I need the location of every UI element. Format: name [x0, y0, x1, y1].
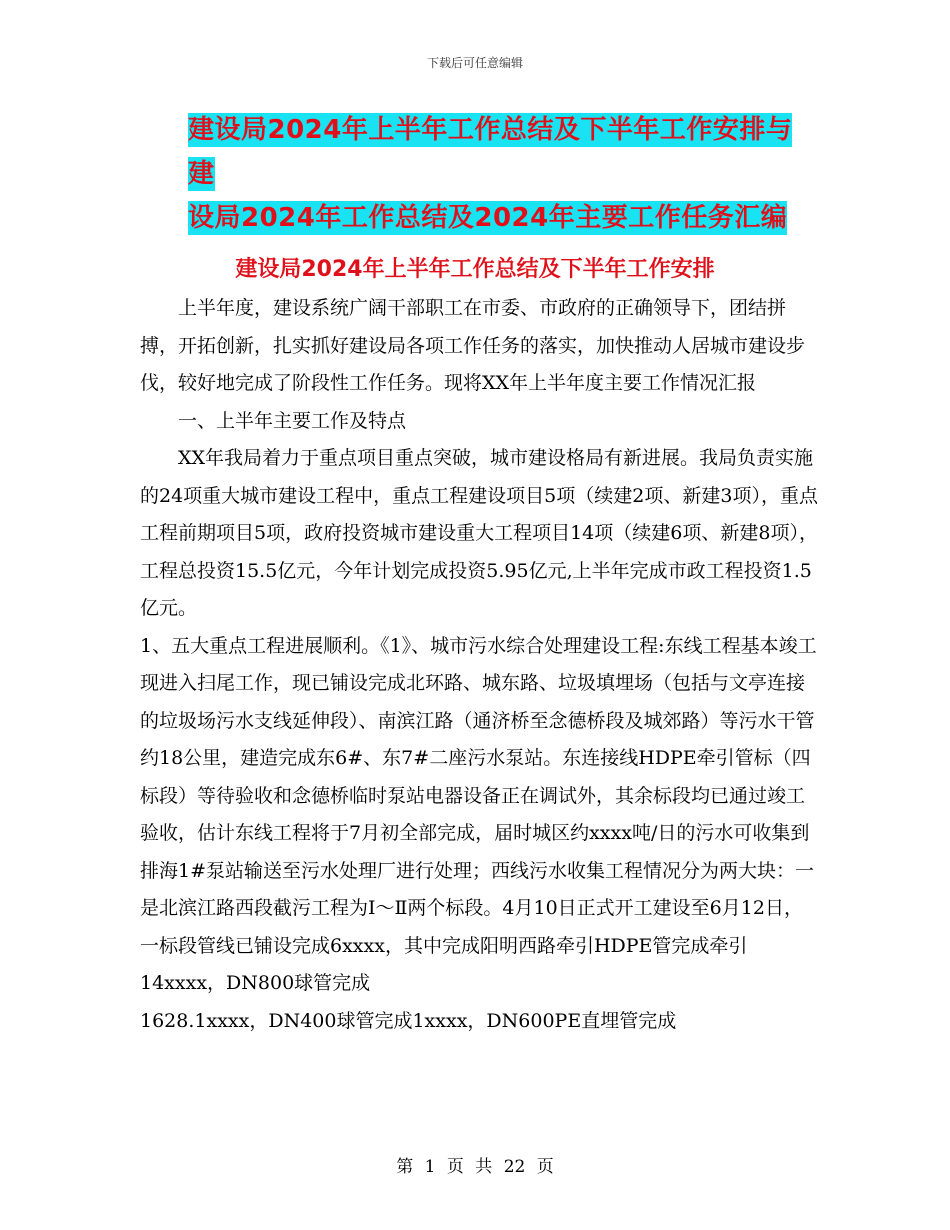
paragraph-intro: 上半年度，建设系统广阔干部职工在市委、市政府的正确领导下，团结拼搏，开拓创新，扎实抓好建设局各项工作任务的落实，加快推动人居城市建设步伐，较好地完成了阶段性工作任务。现将XX年上半年度主要工作情况汇报: [140, 297, 806, 394]
paragraph-continuation: 1628.1xxxx，DN400球管完成1xxxx，DN600PE直埋管完成: [140, 1009, 677, 1032]
paragraph-key-projects: 1、五大重点工程进展顺利。《1》、城市污水综合处理建设工程:东线工程基本竣工现进入扫尾工作，现已铺设完成北环路、城东路、垃圾填埋场（包括与文亭连接的垃圾场污水支线延伸段）、南滨江路（通济桥至念德桥段及城郊路）等污水干管约18公里，建造完成东6#、东7#二座污水泵站。东连接线HDPE牵引管标（四标段）等待验收和念德桥临时泵站电器设备正在调试外，其余标段均已通过竣工验收，估计东线工程将于7月初全部完成，届时城区约xxxx吨/日的污水可收集到排海1#泵站输送至污水处理厂进行处理；西线污水收集工程情况分为两大块：一是北滨江路西段截污工程为Ⅰ～Ⅱ两个标段。4月10日正式开工建设至6月12日，一标段管线已铺设完成6xxxx，其中完成阳明西路牵引HDPE管完成牵引14xxxx，DN800球管完成: [140, 634, 817, 994]
title-line-1: 建设局2024年上半年工作总结及下半年工作安排与建: [188, 115, 793, 189]
section-title: 建设局2024年上半年工作总结及下半年工作安排: [235, 257, 715, 282]
paragraph-overview: XX年我局着力于重点项目重点突破，城市建设格局有新进展。我局负责实施的24项重大城市建设工程中，重点工程建设项目5项（续建2项、新建3项），重点工程前期项目5项，政府投资城市建设重大工程项目14项（续建6项、新建8项），工程总投资15.5亿元，今年计划完成投资5.95亿元,上半年完成市政工程投资1.5亿元。: [140, 447, 818, 619]
header-note: 下载后可任意编辑: [426, 56, 523, 70]
page-footer: 第 1 页 共 22 页: [396, 1157, 554, 1177]
document-body: [140, 290, 820, 1040]
document-title: [188, 108, 818, 240]
paragraph-heading-1: 一、上半年主要工作及特点: [178, 409, 407, 432]
title-line-2: 设局2024年工作总结及2024年主要工作任务汇编: [188, 203, 788, 233]
